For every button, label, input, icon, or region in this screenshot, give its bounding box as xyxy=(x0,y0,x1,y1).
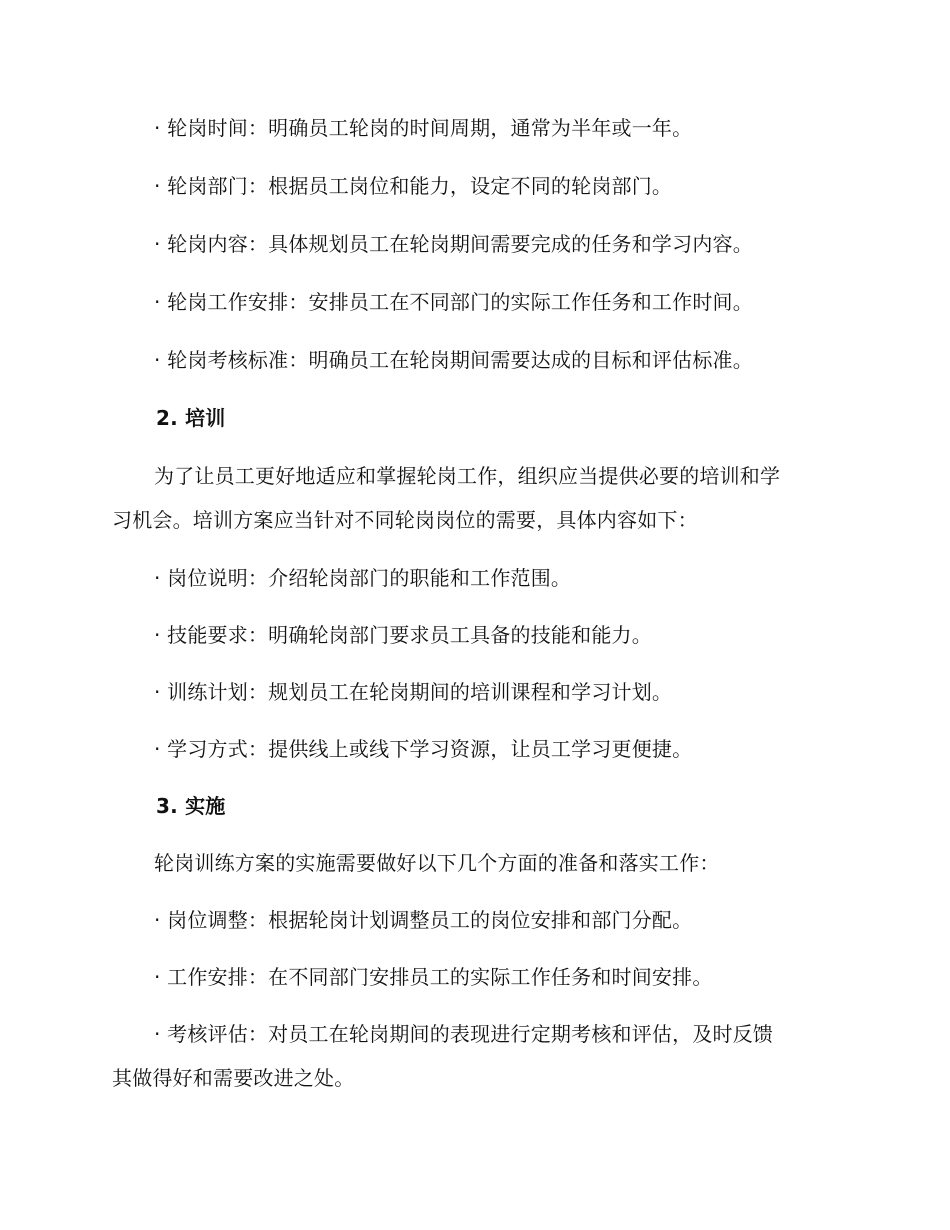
list-item-rotation-time: · 轮岗时间：明确员工轮岗的时间周期，通常为半年或一年。 xyxy=(154,116,693,140)
section-heading-implementation: 3. 实施 xyxy=(156,794,226,818)
list-item-rotation-content: · 轮岗内容：具体规划员工在轮岗期间需要完成的任务和学习内容。 xyxy=(154,232,753,256)
list-item-rotation-assessment-standard: · 轮岗考核标准：明确员工在轮岗期间需要达成的目标和评估标准。 xyxy=(154,348,753,372)
list-item-work-arrangement: · 工作安排：在不同部门安排员工的实际工作任务和时间安排。 xyxy=(154,965,713,989)
paragraph-implementation-intro: 轮岗训练方案的实施需要做好以下几个方面的准备和落实工作： xyxy=(154,851,720,875)
list-item-learning-method: · 学习方式：提供线上或线下学习资源，让员工学习更便捷。 xyxy=(154,737,693,761)
list-item-rotation-work-arrangement: · 轮岗工作安排：安排员工在不同部门的实际工作任务和工作时间。 xyxy=(154,290,753,314)
list-item-assessment-evaluation-continuation: 其做得好和需要改进之处。 xyxy=(112,1066,355,1090)
paragraph-training-intro-line2: 习机会。培训方案应当针对不同轮岗岗位的需要，具体内容如下： xyxy=(112,508,698,532)
list-item-training-plan: · 训练计划：规划员工在轮岗期间的培训课程和学习计划。 xyxy=(154,680,673,704)
list-item-rotation-department: · 轮岗部门：根据员工岗位和能力，设定不同的轮岗部门。 xyxy=(154,174,673,198)
section-heading-training: 2. 培训 xyxy=(156,406,226,430)
paragraph-training-intro-line1: 为了让员工更好地适应和掌握轮岗工作，组织应当提供必要的培训和学 xyxy=(154,464,781,488)
list-item-assessment-evaluation: · 考核评估：对员工在轮岗期间的表现进行定期考核和评估，及时反馈 xyxy=(154,1022,774,1046)
list-item-position-adjustment: · 岗位调整：根据轮岗计划调整员工的岗位安排和部门分配。 xyxy=(154,908,693,932)
list-item-skill-requirements: · 技能要求：明确轮岗部门要求员工具备的技能和能力。 xyxy=(154,623,652,647)
list-item-position-description: · 岗位说明：介绍轮岗部门的职能和工作范围。 xyxy=(154,566,572,590)
